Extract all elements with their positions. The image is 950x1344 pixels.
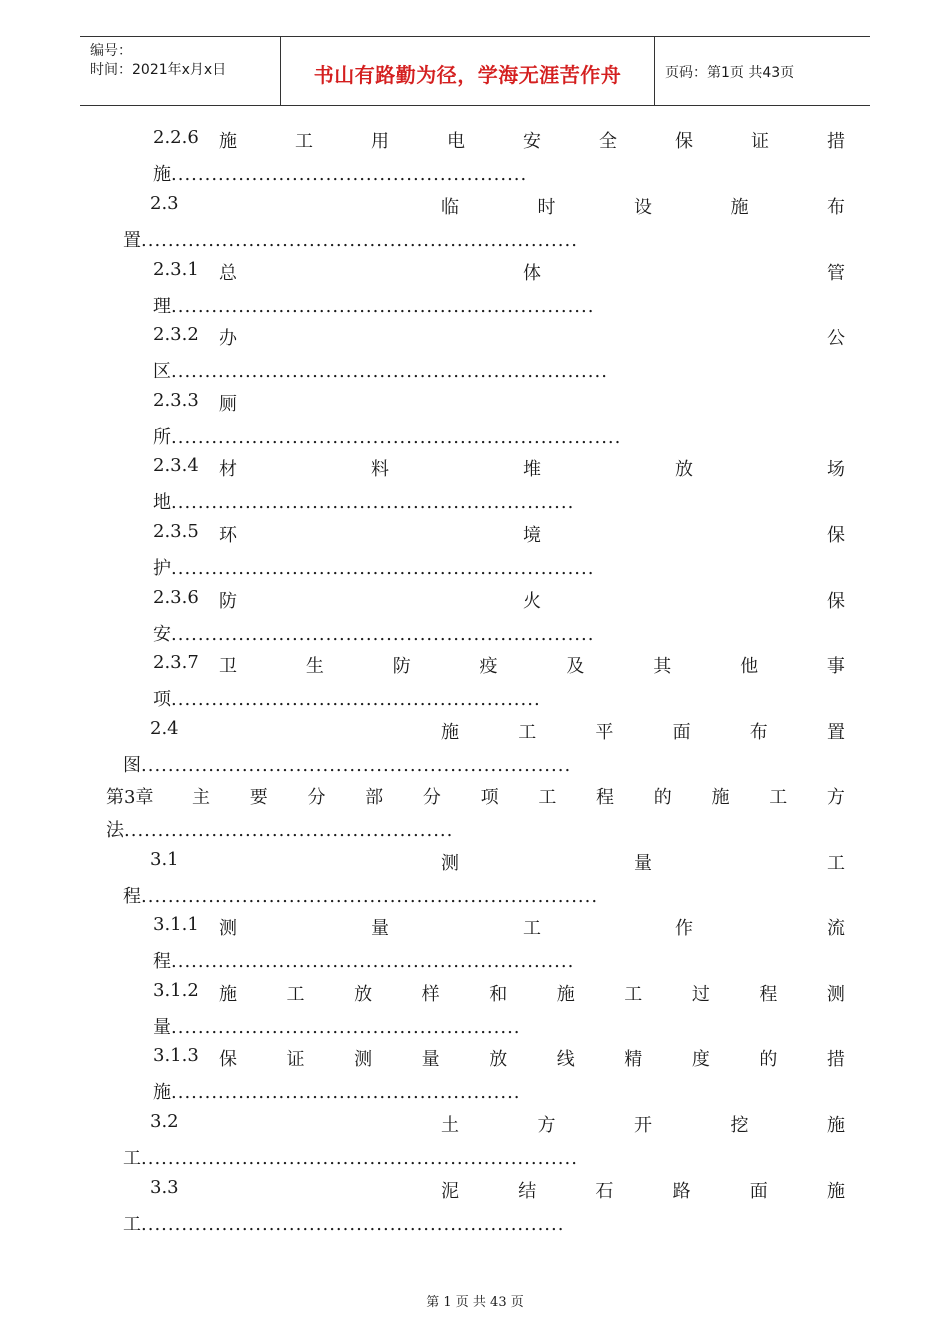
toc-leader-dots: ............................................................... bbox=[141, 1214, 565, 1235]
toc-title-char: 项 bbox=[480, 787, 499, 808]
toc-title-char: 分 bbox=[422, 787, 441, 808]
toc-title-char: 料 bbox=[371, 459, 389, 480]
toc-title-char: 所 bbox=[153, 427, 171, 448]
toc-title-char: 方 bbox=[537, 1115, 556, 1136]
toc-title-char: 挖 bbox=[730, 1115, 749, 1136]
toc-entry-number: 2.3 bbox=[150, 193, 179, 214]
toc-title-char: 放 bbox=[354, 984, 373, 1005]
toc-title-char: 工 bbox=[769, 787, 788, 808]
toc-entry-number: 2.4 bbox=[150, 718, 179, 739]
toc-title-char: 及 bbox=[566, 656, 585, 677]
toc-title-char: 事 bbox=[826, 656, 845, 677]
toc-title-char: 主 bbox=[192, 787, 210, 808]
toc-title-char: 火 bbox=[523, 591, 541, 612]
toc-title-char: 泥 bbox=[441, 1181, 459, 1202]
toc-title-char: 的 bbox=[759, 1049, 778, 1070]
toc-title-char: 工 bbox=[123, 1148, 141, 1169]
toc-title-char: 程 bbox=[153, 951, 171, 972]
time-label: 时间：2021年x月x日 bbox=[90, 62, 227, 78]
toc-title-char: 体 bbox=[523, 263, 541, 284]
header-page-info: 页码：第1页 共43页 bbox=[665, 65, 795, 81]
toc-title-char: 保 bbox=[827, 525, 845, 546]
toc-title-char: 测 bbox=[826, 984, 845, 1005]
toc-title-char: 证 bbox=[286, 1049, 305, 1070]
toc-title-char: 工 bbox=[538, 787, 557, 808]
toc-title-char: 境 bbox=[523, 525, 541, 546]
toc-title-char: 安 bbox=[523, 131, 541, 152]
toc-title-char: 厕 bbox=[219, 394, 237, 415]
toc-title-char: 公 bbox=[827, 328, 845, 349]
toc-title-char: 作 bbox=[675, 918, 693, 939]
toc-title-char: 置 bbox=[826, 722, 845, 743]
toc-title-char: 面 bbox=[749, 1181, 768, 1202]
toc-title-char: 堆 bbox=[523, 459, 541, 480]
toc-title-char: 样 bbox=[421, 984, 440, 1005]
toc-title-char: 图 bbox=[123, 755, 141, 776]
toc-title-char: 量 bbox=[421, 1049, 440, 1070]
toc-title-char: 施 bbox=[556, 984, 575, 1005]
toc-title-char: 置 bbox=[123, 230, 141, 251]
toc-leader-dots: ............................................................ bbox=[171, 951, 575, 972]
toc-title-char: 度 bbox=[691, 1049, 710, 1070]
toc-leader-dots: ............................................................... bbox=[171, 296, 595, 317]
toc-entry-number: 2.3.2 bbox=[153, 324, 199, 345]
toc-leader-dots: ............................................................... bbox=[171, 558, 595, 579]
toc-title-char: 安 bbox=[153, 624, 171, 645]
toc-leader-dots: ................................................................ bbox=[141, 755, 572, 776]
toc-title-char: 程 bbox=[596, 787, 615, 808]
toc-entry-number: 3.1.1 bbox=[153, 914, 199, 935]
toc-title-char: 工 bbox=[523, 918, 541, 939]
toc-title-char: 措 bbox=[826, 1049, 845, 1070]
toc-title-char: 部 bbox=[365, 787, 384, 808]
number-label: 编号： bbox=[90, 43, 132, 59]
toc-title-char: 生 bbox=[305, 656, 324, 677]
toc-title-char: 施 bbox=[730, 197, 749, 218]
toc-title-char: 石 bbox=[595, 1181, 614, 1202]
toc-title-char: 要 bbox=[249, 787, 268, 808]
toc-title-char: 保 bbox=[675, 131, 693, 152]
toc-leader-dots: ............................................................... bbox=[171, 624, 595, 645]
header-divider bbox=[654, 37, 655, 105]
toc-entry-number: 2.3.3 bbox=[153, 390, 199, 411]
toc-title-char: 精 bbox=[624, 1049, 643, 1070]
toc-title-char: 临 bbox=[441, 197, 459, 218]
toc-title-char: 他 bbox=[740, 656, 759, 677]
toc-title-char: 程 bbox=[123, 886, 141, 907]
toc-title-char: 工 bbox=[295, 131, 313, 152]
toc-title-char: 分 bbox=[307, 787, 326, 808]
toc-entry-number: 2.3.1 bbox=[153, 259, 199, 280]
toc-title-char: 工 bbox=[827, 853, 845, 874]
toc-title-char: 保 bbox=[219, 1049, 237, 1070]
toc-title-char: 开 bbox=[634, 1115, 652, 1136]
page-footer: 第 1 页 共 43 页 bbox=[426, 1295, 524, 1310]
toc-title-char: 时 bbox=[537, 197, 556, 218]
toc-title-char: 测 bbox=[219, 918, 237, 939]
toc-entry-number: 3.1.2 bbox=[153, 980, 199, 1001]
toc-title-char: 工 bbox=[624, 984, 643, 1005]
toc-title-char: 设 bbox=[634, 197, 652, 218]
toc-title-char: 措 bbox=[827, 131, 845, 152]
toc-title-char: 施 bbox=[219, 984, 237, 1005]
toc-leader-dots: ................................................................. bbox=[141, 230, 578, 251]
toc-leader-dots: ................................................................. bbox=[171, 361, 608, 382]
toc-title-char: 量 bbox=[634, 853, 652, 874]
toc-entry-number: 第3章 bbox=[106, 787, 154, 808]
toc-leader-dots: ................................................. bbox=[124, 820, 454, 841]
toc-title-char: 流 bbox=[827, 918, 845, 939]
toc-title-char: 放 bbox=[489, 1049, 508, 1070]
toc-title-char: 施 bbox=[826, 1181, 845, 1202]
toc-title-char: 场 bbox=[827, 459, 845, 480]
toc-title-char: 施 bbox=[153, 1082, 171, 1103]
toc-leader-dots: ................................................................. bbox=[141, 1148, 578, 1169]
toc-title-char: 电 bbox=[447, 131, 465, 152]
toc-title-char: 量 bbox=[371, 918, 389, 939]
header-slogan: 书山有路勤为径，学海无涯苦作舟 bbox=[313, 63, 622, 87]
toc-entry-number: 2.3.4 bbox=[153, 455, 199, 476]
toc-title-char: 线 bbox=[556, 1049, 575, 1070]
toc-title-char: 施 bbox=[153, 164, 171, 185]
toc-title-char: 法 bbox=[106, 820, 124, 841]
toc-title-char: 过 bbox=[691, 984, 710, 1005]
toc-title-char: 量 bbox=[153, 1017, 171, 1038]
toc-leader-dots: .................................................... bbox=[171, 1082, 521, 1103]
toc-title-char: 证 bbox=[751, 131, 769, 152]
toc-title-char: 防 bbox=[392, 656, 411, 677]
toc-title-char: 办 bbox=[219, 328, 237, 349]
toc-title-char: 地 bbox=[153, 492, 171, 513]
toc-title-char: 测 bbox=[441, 853, 459, 874]
toc-title-char: 施 bbox=[441, 722, 459, 743]
toc-title-char: 理 bbox=[153, 296, 171, 317]
toc-entry-number: 3.3 bbox=[150, 1177, 179, 1198]
toc-entry-number: 2.3.5 bbox=[153, 521, 199, 542]
toc-leader-dots: .................................................... bbox=[171, 1017, 521, 1038]
toc-entry-number: 3.1 bbox=[150, 849, 179, 870]
toc-entry-number: 2.3.6 bbox=[153, 587, 199, 608]
toc-title-char: 疫 bbox=[479, 656, 498, 677]
toc-leader-dots: .................................................................... bbox=[141, 886, 599, 907]
toc-title-char: 面 bbox=[672, 722, 691, 743]
toc-title-char: 结 bbox=[518, 1181, 537, 1202]
toc-title-char: 全 bbox=[599, 131, 617, 152]
toc-title-char: 土 bbox=[441, 1115, 459, 1136]
toc-leader-dots: ..................................................... bbox=[171, 164, 528, 185]
toc-title-char: 测 bbox=[354, 1049, 373, 1070]
toc-title-char: 卫 bbox=[219, 656, 237, 677]
toc-title-char: 和 bbox=[489, 984, 508, 1005]
toc-leader-dots: ....................................................... bbox=[171, 689, 541, 710]
toc-title-char: 布 bbox=[827, 197, 845, 218]
toc-title-char: 环 bbox=[219, 525, 237, 546]
toc-title-char: 区 bbox=[153, 361, 171, 382]
toc-title-char: 施 bbox=[219, 131, 237, 152]
toc-entry-number: 3.1.3 bbox=[153, 1045, 199, 1066]
toc-title-char: 路 bbox=[672, 1181, 691, 1202]
header-meta bbox=[80, 37, 280, 105]
toc-title-char: 工 bbox=[286, 984, 305, 1005]
toc-title-char: 方 bbox=[826, 787, 845, 808]
toc-title-char: 的 bbox=[653, 787, 672, 808]
toc-entry-number: 2.2.6 bbox=[153, 127, 199, 148]
toc-title-char: 放 bbox=[675, 459, 693, 480]
toc-title-char: 布 bbox=[749, 722, 768, 743]
toc-title-char: 总 bbox=[219, 263, 237, 284]
toc-title-char: 用 bbox=[371, 131, 389, 152]
toc-title-char: 项 bbox=[153, 689, 171, 710]
toc-title-char: 工 bbox=[123, 1214, 141, 1235]
toc-title-char: 护 bbox=[153, 558, 171, 579]
toc-title-char: 防 bbox=[219, 591, 237, 612]
toc-title-char: 保 bbox=[827, 591, 845, 612]
toc-entry-number: 3.2 bbox=[150, 1111, 179, 1132]
toc-title-char: 管 bbox=[827, 263, 845, 284]
toc-leader-dots: ............................................................ bbox=[171, 492, 575, 513]
toc-title-char: 其 bbox=[653, 656, 672, 677]
toc-title-char: 平 bbox=[595, 722, 614, 743]
toc-entry-number: 2.3.7 bbox=[153, 652, 199, 673]
toc-title-char: 程 bbox=[759, 984, 778, 1005]
toc-title-char: 工 bbox=[518, 722, 537, 743]
document-header bbox=[80, 36, 870, 106]
toc-title-char: 施 bbox=[711, 787, 730, 808]
toc-title-char: 施 bbox=[827, 1115, 845, 1136]
toc-leader-dots: ................................................................... bbox=[171, 427, 622, 448]
toc-title-char: 材 bbox=[219, 459, 237, 480]
